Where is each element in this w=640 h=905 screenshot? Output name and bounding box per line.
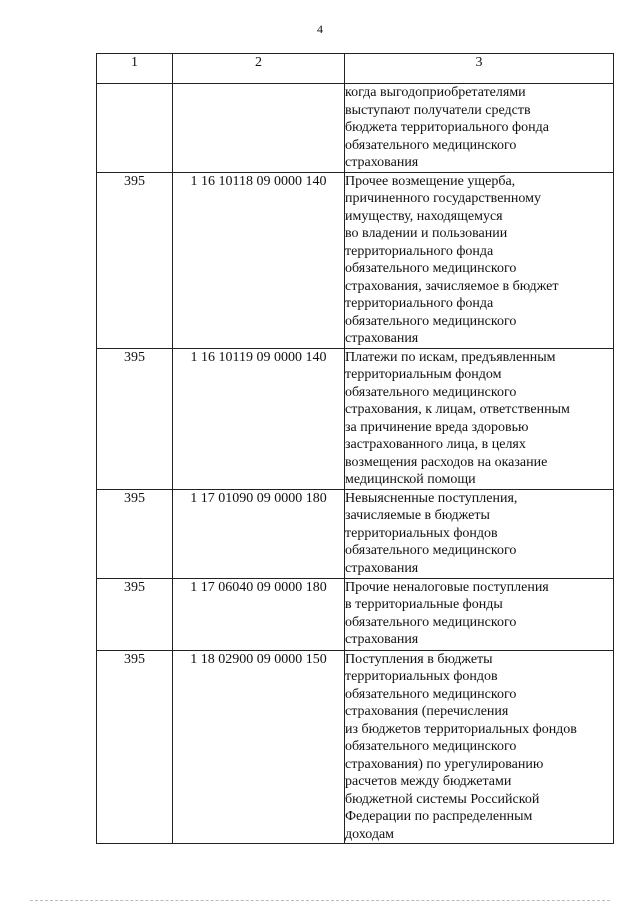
description-line: Федерации по распределенным (345, 809, 533, 824)
budget-code-cell (173, 84, 345, 173)
budget-code-cell: 1 17 06040 09 0000 180 (173, 578, 345, 650)
table-row (97, 84, 614, 173)
description-line: возмещения расходов на оказание (345, 454, 548, 470)
table-row (97, 348, 614, 489)
admin-code-cell: 395 (97, 578, 173, 650)
description-line: территориальных фондов (345, 525, 498, 541)
description-line: Прочие неналоговые поступления (345, 579, 549, 595)
table-row (97, 650, 614, 844)
description-line: обязательного медицинского (345, 384, 517, 400)
column-header-1: 1 (97, 54, 173, 84)
description-line: обязательного медицинского (345, 137, 517, 153)
admin-code-cell (97, 84, 173, 173)
description-line: Невыясненные поступления, (345, 490, 518, 506)
description-line: зачисляемые в бюджеты (345, 508, 490, 523)
budget-code-cell: 1 16 10119 09 0000 140 (173, 348, 345, 489)
description-line: Платежи по искам, предъявленным (345, 349, 556, 365)
description-line: бюджета территориального фонда (345, 120, 549, 135)
description-cell (345, 650, 614, 844)
description-line: из бюджетов территориальных фондов (345, 721, 577, 737)
description-line: в территориальные фонды (345, 597, 503, 612)
description-line: страхования (345, 632, 419, 647)
budget-code-cell: 1 18 02900 09 0000 150 (173, 650, 345, 844)
budget-code-cell: 1 16 10118 09 0000 140 (173, 172, 345, 348)
description-line: страхования (перечисления (345, 704, 509, 719)
description-line: когда выгодоприобретателями (345, 85, 526, 100)
description-cell (345, 84, 614, 173)
description-line: причиненного государственному (345, 191, 541, 206)
column-header-2: 2 (173, 54, 345, 84)
admin-code-cell: 395 (97, 650, 173, 844)
description-line: застрахованного лица, в целях (345, 437, 526, 452)
page-number: 4 (317, 22, 323, 36)
description-line: расчетов между бюджетами (345, 774, 512, 789)
description-line: обязательного медицинского (345, 686, 517, 702)
description-line: территориальным фондом (345, 367, 502, 382)
description-line: страхования) по урегулированию (345, 756, 544, 772)
description-cell (345, 578, 614, 650)
column-header-3: 3 (345, 54, 614, 84)
description-line: страхования (345, 155, 419, 170)
admin-code-cell: 395 (97, 172, 173, 348)
description-line: территориального фонда (345, 243, 494, 259)
description-cell (345, 348, 614, 489)
admin-code-cell: 395 (97, 489, 173, 578)
description-line: имуществу, находящемуся (345, 208, 503, 224)
description-line: обязательного медицинского (345, 313, 517, 329)
description-line: страхования, зачисляемое в бюджет (345, 278, 559, 294)
table-row (97, 172, 614, 348)
page-bottom-divider (30, 900, 610, 902)
table-header-row (97, 54, 614, 84)
description-line: территориальных фондов (345, 669, 498, 684)
table-row (97, 578, 614, 650)
description-line: Поступления в бюджеты (345, 651, 493, 667)
description-line: выступают получатели средств (345, 102, 531, 118)
description-line: медицинской помощи (345, 472, 476, 487)
table-row (97, 489, 614, 578)
description-line: страхования (345, 331, 419, 346)
description-line: Прочее возмещение ущерба, (345, 173, 516, 189)
description-line: за причинение вреда здоровью (345, 419, 529, 435)
budget-codes-table (96, 53, 614, 844)
description-cell (345, 489, 614, 578)
description-line: бюджетной системы Российской (345, 791, 540, 807)
description-line: территориального фонда (345, 296, 494, 311)
description-cell (345, 172, 614, 348)
description-line: страхования (345, 560, 419, 576)
description-line: доходам (345, 826, 395, 842)
description-line: обязательного медицинского (345, 739, 517, 754)
description-line: обязательного медицинского (345, 614, 517, 630)
description-line: страхования, к лицам, ответственным (345, 402, 570, 417)
description-line: обязательного медицинского (345, 543, 517, 558)
budget-code-cell: 1 17 01090 09 0000 180 (173, 489, 345, 578)
admin-code-cell: 395 (97, 348, 173, 489)
description-line: во владении и пользовании (345, 226, 508, 241)
description-line: обязательного медицинского (345, 261, 517, 276)
